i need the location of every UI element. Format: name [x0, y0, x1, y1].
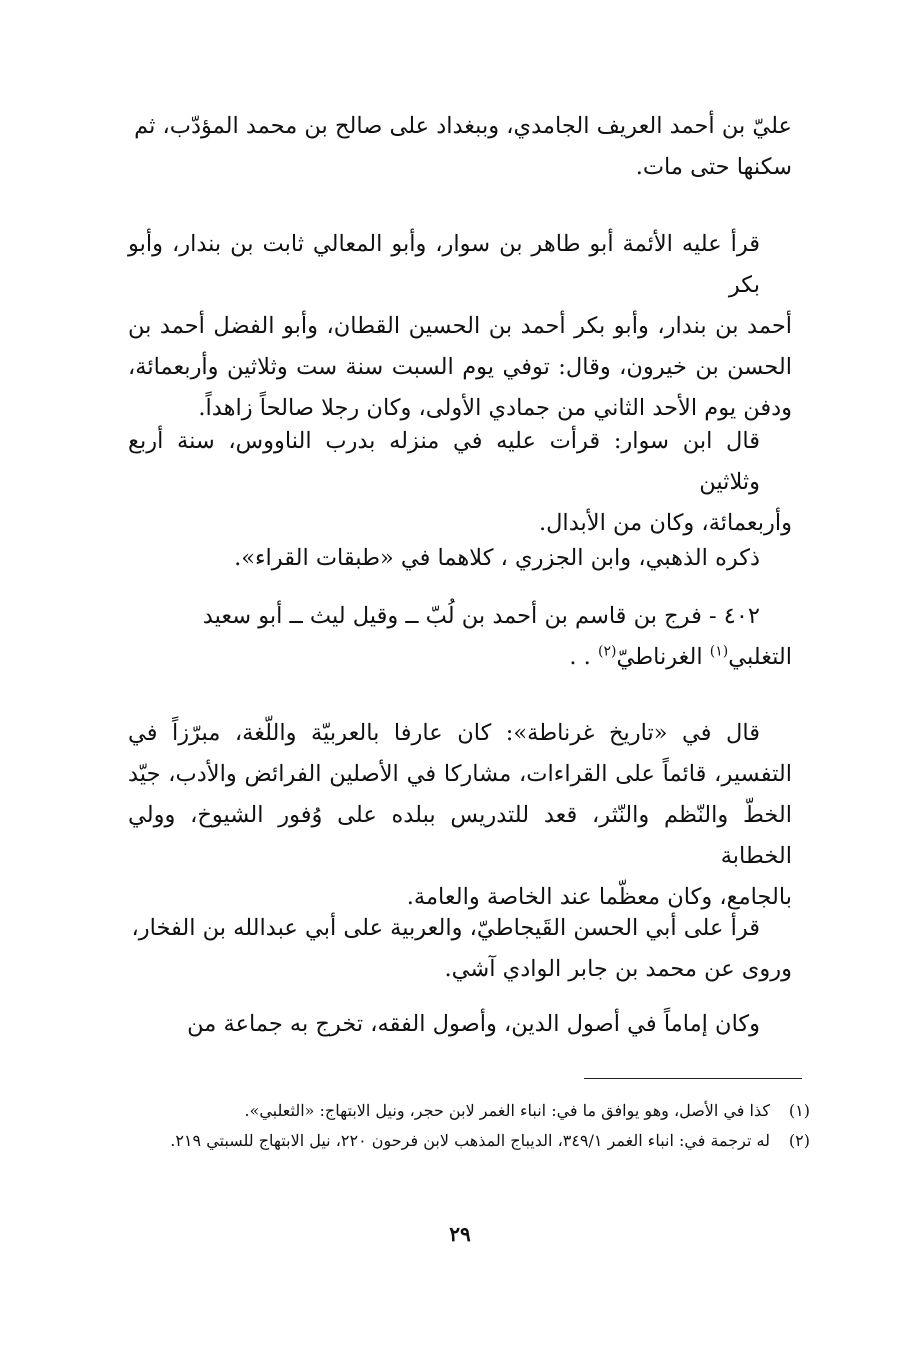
- paragraph-7: [131, 908, 792, 990]
- text-line: قال ابن سوار: قرأت عليه في منزله بدرب الناووس، سنة أربع وثلاثين: [128, 428, 760, 495]
- text-line: الحسن بن خيرون، وقال: توفي يوم السبت سنة ست وثلاثين وأربعمائة،: [128, 354, 792, 380]
- name-text: الغرناطيّ: [616, 644, 703, 670]
- paragraph-6: [128, 713, 792, 918]
- punctuation: . .: [569, 644, 591, 670]
- paragraph-3: [128, 421, 792, 544]
- text-line: سكنها حتى مات.: [635, 154, 792, 180]
- text-line: الخطّ والنّظم والنّثر، قعد للتدريس ببلده على وُفور الشيوخ، وولي الخطابة: [128, 802, 792, 869]
- footnote-text: كذا في الأصل، وهو يوافق ما في: انباء الغمر لابن حجر، ونيل الابتهاج: «الثعلبي».: [244, 1101, 770, 1120]
- entry-heading-402: [203, 596, 792, 678]
- text-line: ذكره الذهبي، وابن الجزري ، كلاهما في «طبقات القراء».: [234, 545, 760, 571]
- text-line: قرأ عليه الأئمة أبو طاهر بن سوار، وأبو المعالي ثابت بن بندار، وأبو بكر: [128, 231, 760, 298]
- footnote-text: له ترجمة في: انباء الغمر ٣٤٩/١، الديباج المذهب لابن فرحون ٢٢٠، نيل الابتهاج للسبتي ٢١٩.: [170, 1131, 770, 1150]
- paragraph-1: [134, 106, 792, 188]
- name-text: التغلبي: [728, 644, 792, 670]
- footnote-1: [148, 1096, 810, 1126]
- paragraph-4: [234, 538, 792, 579]
- footnote-2: [148, 1126, 810, 1156]
- footnote-ref-1: (١): [709, 643, 729, 660]
- text-line: وروى عن محمد بن جابر الوادي آشي.: [444, 956, 792, 982]
- text-line: ودفن يوم الأحد الثاني من جمادي الأولى، وكان رجلا صالحاً زاهداً.: [198, 395, 792, 421]
- paragraph-2: [128, 224, 792, 429]
- text-line: عليّ بن أحمد العريف الجامدي، وببغداد على صالح بن محمد المؤدّب، ثم: [134, 113, 792, 139]
- text-line: وأربعمائة، وكان من الأبدال.: [538, 510, 792, 536]
- footnote-number: (٢): [788, 1131, 810, 1150]
- text-line: التفسير، قائماً على القراءات، مشاركا في الأصلين الفرائض والأدب، جيّد: [128, 761, 792, 787]
- footnote-number: (١): [788, 1101, 810, 1120]
- text-line: بالجامع، وكان معظّما عند الخاصة والعامة.: [406, 884, 792, 910]
- footnote-divider: [584, 1078, 802, 1079]
- text-line: قال في «تاريخ غرناطة»: كان عارفا بالعربيّة واللّغة، مبرّزاً في: [128, 720, 760, 746]
- page-number: ٢٩: [449, 1222, 471, 1246]
- text-line: وكان إماماً في أصول الدين، وأصول الفقه، تخرج به جماعة من: [187, 1011, 760, 1037]
- text-line: أحمد بن بندار، وأبو بكر أحمد بن الحسين القطان، وأبو الفضل أحمد بن: [128, 313, 792, 339]
- footnote-ref-2: (٢): [598, 643, 617, 660]
- footnotes: [148, 1096, 810, 1156]
- text-line: [203, 637, 792, 678]
- paragraph-8: [187, 1004, 792, 1045]
- text-line: ٤٠٢ - فرج بن قاسم بن أحمد بن لُبّ ــ وقيل ليث ــ أبو سعيد: [202, 603, 760, 629]
- text-line: قرأ على أبي الحسن القَيجاطيّ، والعربية على أبي عبدالله بن الفخار،: [131, 915, 760, 941]
